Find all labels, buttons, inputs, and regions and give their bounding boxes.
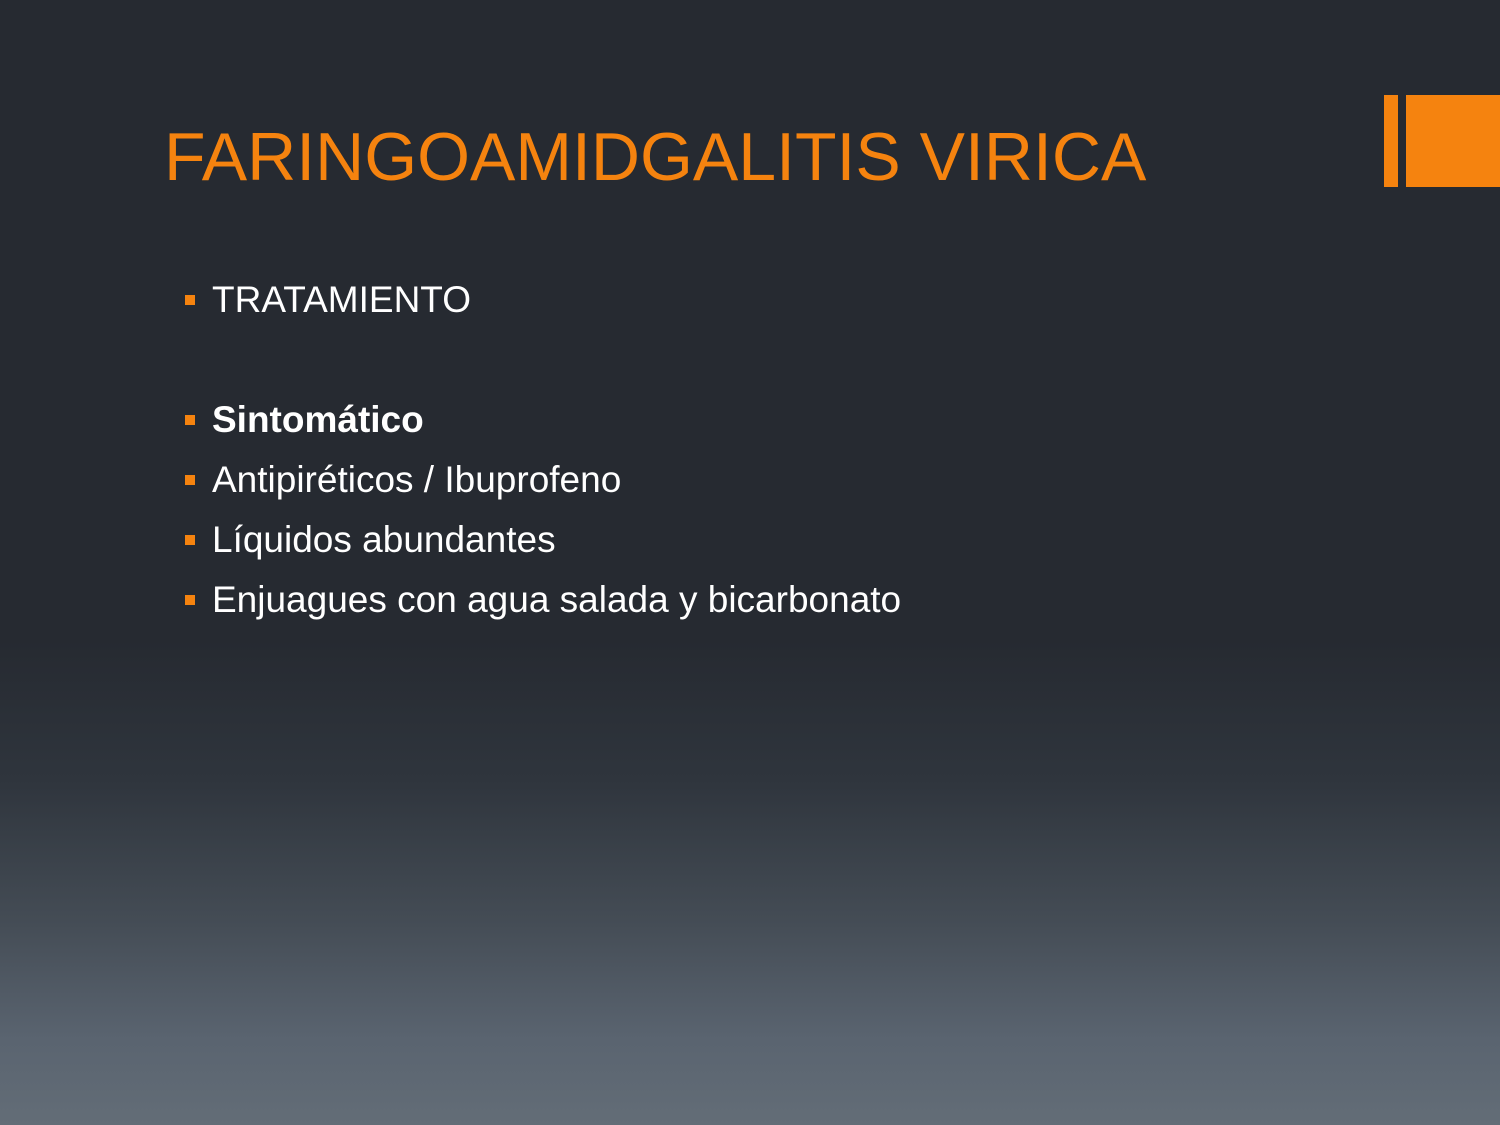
decorative-accent-bar (1384, 95, 1398, 187)
bullet-item-antipireticos (185, 460, 621, 500)
square-bullet-icon (185, 595, 195, 605)
bullet-text: TRATAMIENTO (212, 279, 471, 320)
decorative-accent-block (1406, 95, 1500, 187)
square-bullet-icon (185, 475, 195, 485)
bullet-text: Enjuagues con agua salada y bicarbonato (212, 579, 902, 620)
bullet-item-enjuagues (185, 580, 901, 620)
square-bullet-icon (185, 295, 195, 305)
bullet-item-liquidos (185, 520, 556, 560)
bullet-text: Sintomático (212, 399, 424, 440)
slide-title: FARINGOAMIDGALITIS VIRICA (164, 119, 1147, 195)
bullet-text: Líquidos abundantes (212, 519, 556, 560)
square-bullet-icon (185, 535, 195, 545)
bullet-item-tratamiento (185, 280, 471, 320)
square-bullet-icon (185, 415, 195, 425)
bullet-text: Antipiréticos / Ibuprofeno (212, 459, 622, 500)
bullet-item-sintomatico (185, 400, 424, 440)
